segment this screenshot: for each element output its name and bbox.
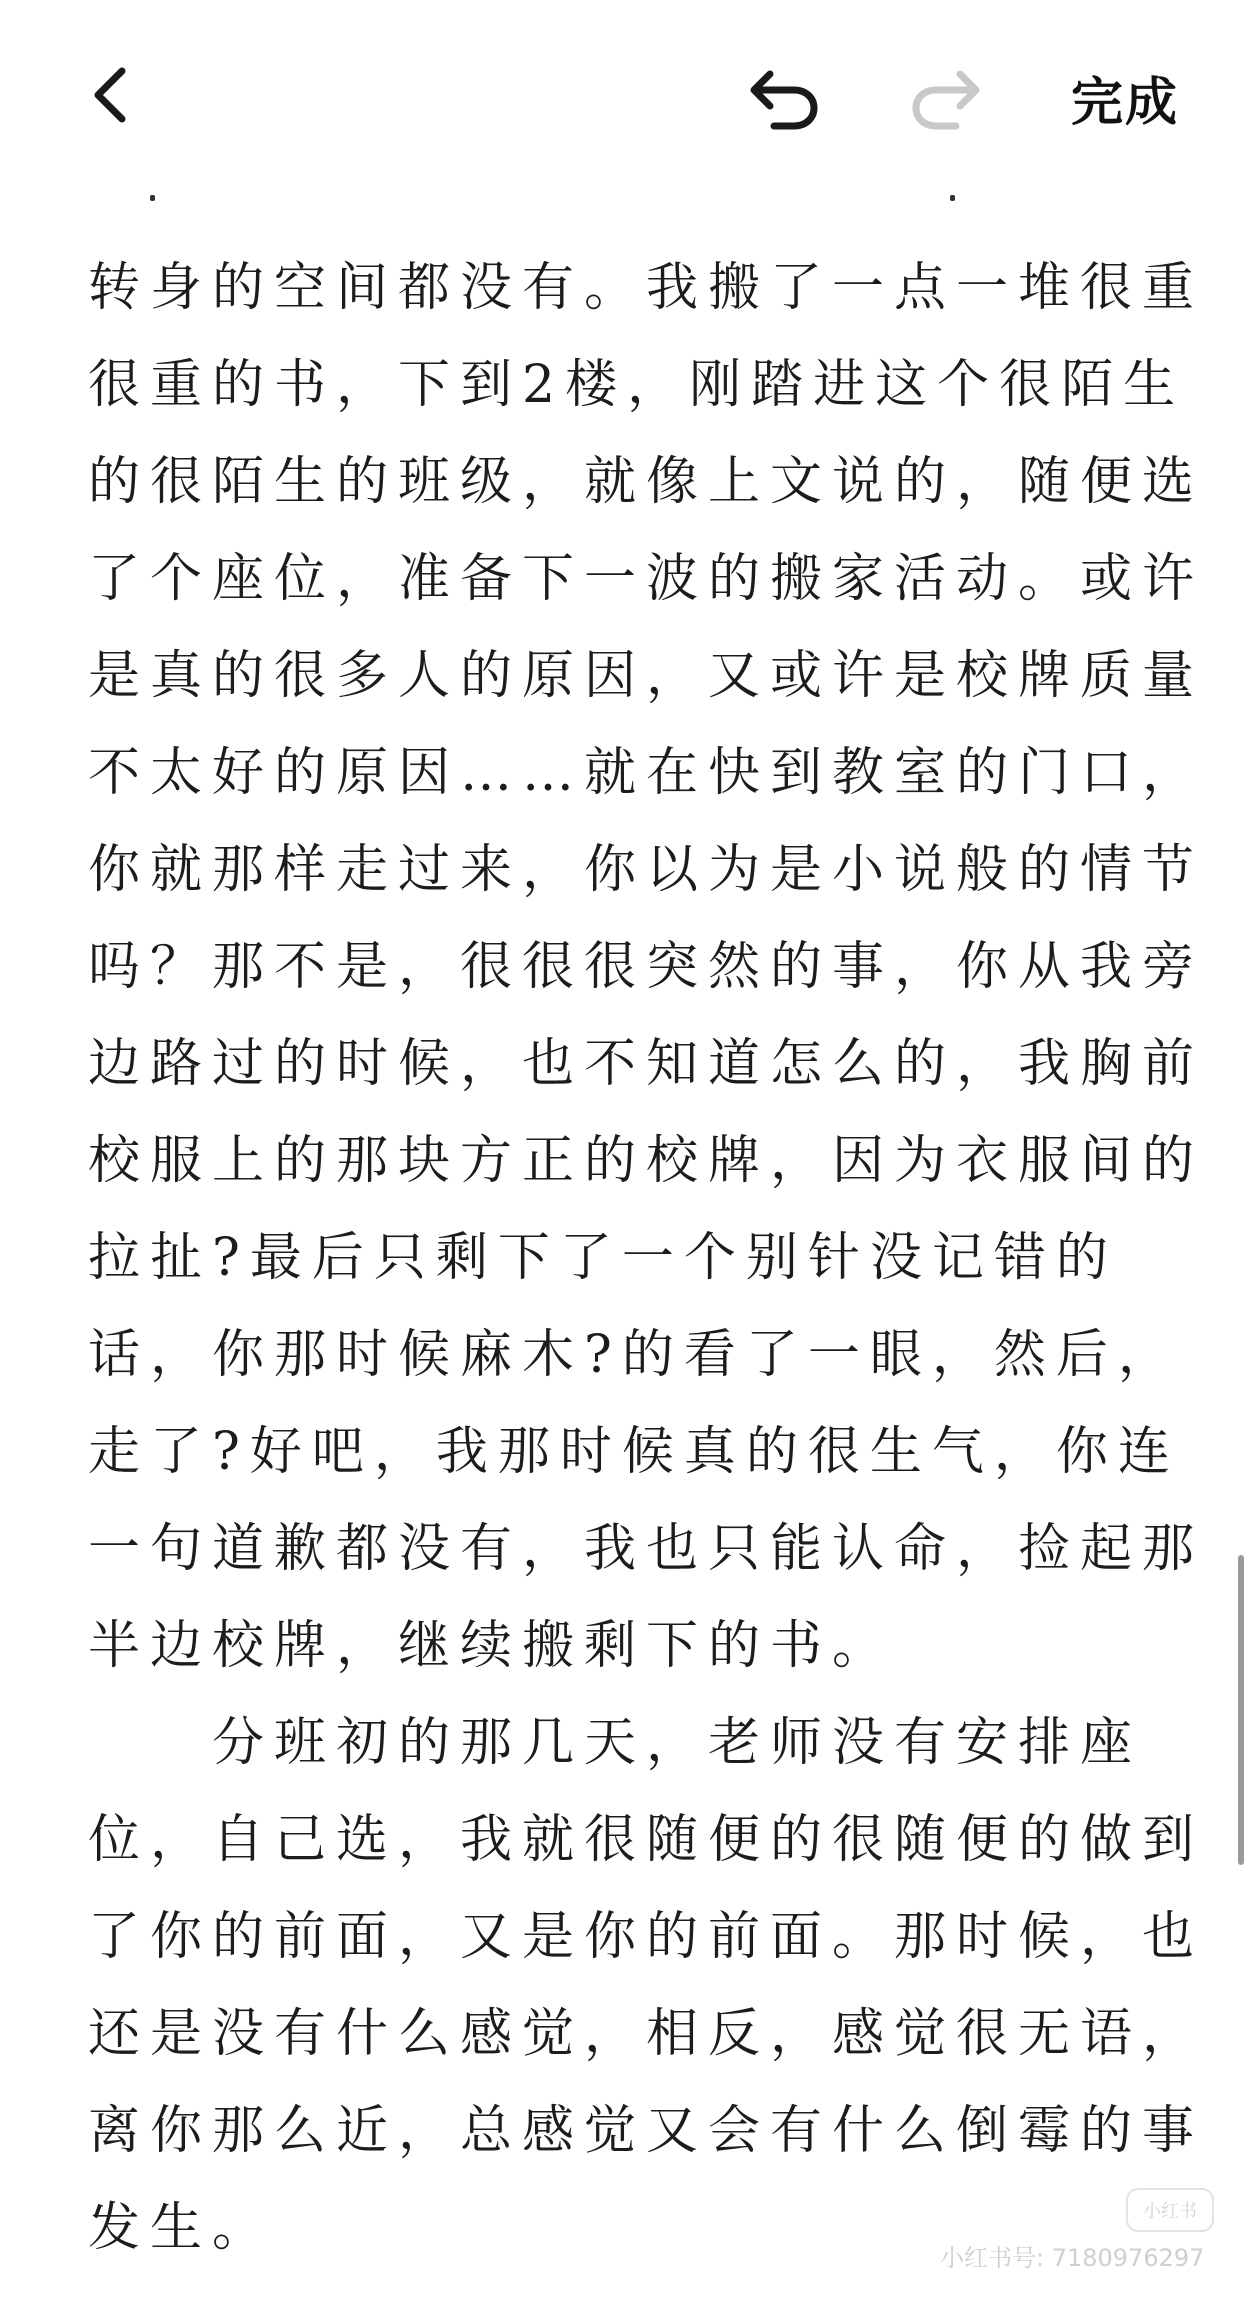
- watermark-logo: 小红书: [1126, 2188, 1214, 2232]
- text-line: 边路过的时候，也不知道怎么的，我胸前: [88, 1034, 1205, 1094]
- text-line: 位，自己选，我就很随便的很随便的做到: [88, 1810, 1205, 1870]
- back-button[interactable]: [70, 50, 150, 140]
- text-line: 发生。: [88, 2198, 275, 2258]
- text-line: 走了?好吧，我那时候真的很生气，你连: [88, 1422, 1180, 1482]
- undo-icon: [748, 64, 822, 130]
- text-line: 半边校牌，继续搬剩下的书。: [88, 1616, 895, 1676]
- text-line: 的很陌生的班级，就像上文说的，随便选: [88, 452, 1205, 512]
- text-line: 是真的很多人的原因，又或许是校牌质量: [88, 646, 1205, 706]
- scrollbar[interactable]: [1238, 1555, 1244, 1865]
- text-line: 很重的书，下到2楼，刚踏进这个很陌生: [88, 355, 1186, 415]
- redo-button[interactable]: [900, 52, 990, 142]
- watermark-text: 小红书号: 7180976297: [940, 2244, 1205, 2272]
- top-toolbar: [0, 0, 1260, 190]
- done-button[interactable]: 完成: [1070, 71, 1179, 133]
- text-line: 还是没有什么感觉，相反，感觉很无语，: [88, 2004, 1205, 2064]
- text-line: 一句道歉都没有，我也只能认命，捡起那: [88, 1519, 1205, 1579]
- text-line: 你就那样走过来，你以为是小说般的情节: [88, 840, 1205, 900]
- text-line: 分班初的那几天，老师没有安排座: [88, 1713, 1143, 1773]
- chevron-left-icon: [90, 65, 130, 125]
- text-line: 拉扯?最后只剩下了一个别针没记错的: [88, 1228, 1118, 1288]
- text-line: 话，你那时候麻木?的看了一眼，然后，: [88, 1325, 1180, 1385]
- text-line: 校服上的那块方正的校牌，因为衣服间的: [88, 1131, 1205, 1191]
- text-line: 了你的前面，又是你的前面。那时候，也: [88, 1907, 1205, 1967]
- clipped-text-remnant: [150, 195, 1050, 215]
- undo-button[interactable]: [740, 52, 830, 142]
- text-line: 吗？那不是，很很很突然的事，你从我旁: [88, 937, 1205, 997]
- text-line: 了个座位，准备下一波的搬家活动。或许: [88, 549, 1205, 609]
- redo-icon: [908, 64, 982, 130]
- text-line: 不太好的原因……就在快到教室的门口，: [88, 743, 1205, 803]
- text-line: 转身的空间都没有。我搬了一点一堆很重: [88, 258, 1205, 318]
- text-line: 离你那么近，总感觉又会有什么倒霉的事: [88, 2101, 1205, 2161]
